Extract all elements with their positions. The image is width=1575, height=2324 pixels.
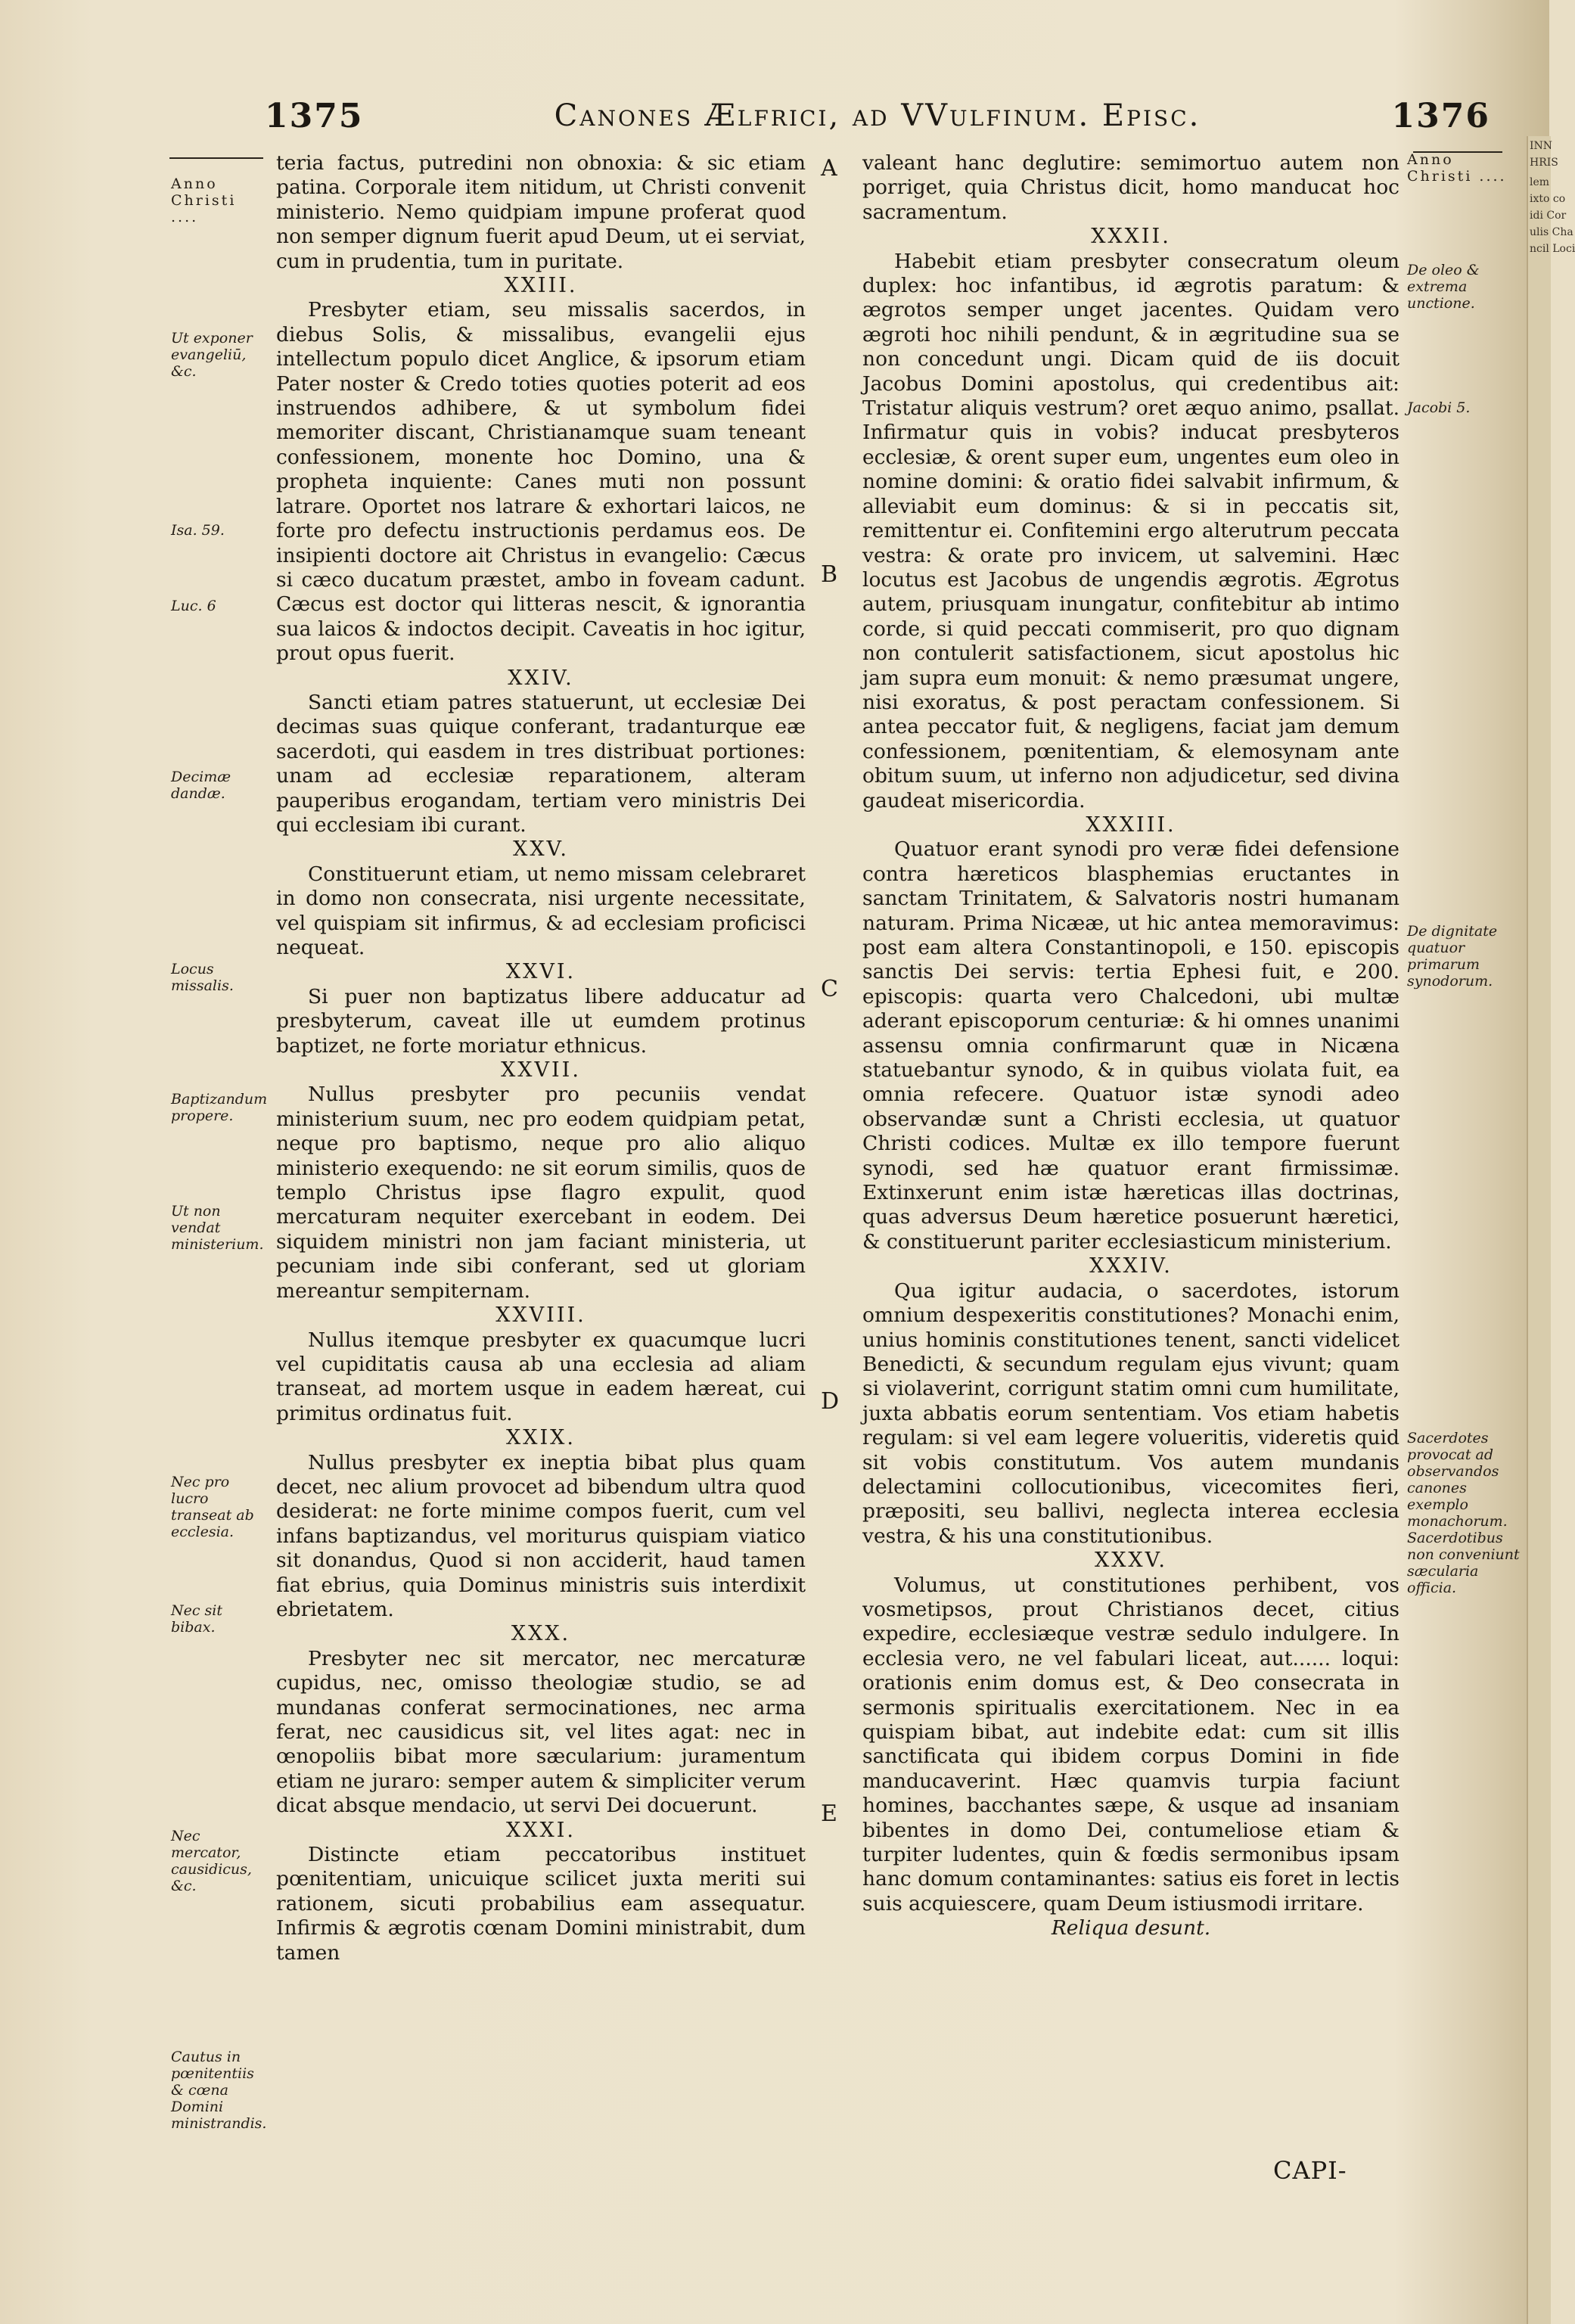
margin-note-left: Baptizandum propere. — [171, 1091, 268, 1124]
canon-paragraph: Habebit etiam presbyter consecratum oleum duplex: hoc infantibus, id ægrotis paratum: & ægrotos semper unget jacentes. Quidam vero ægroti hoc nihili pendunt, & in ægritudine sua se non concedunt ungi. Dicam quid de iis docuit Jacobus Domini apostolus, qui credentibus ait: Tristatur aliquis vestrum? oret æquo animo, psallat. Infirmatur quis in vobis? inducat presbyteros ecclesiæ, & orent super eum, ungentes eum oleo in nomine domini: & oratio fidei salvabit infirmum, & alleviabit eum dominus: & si in peccatis sit, remittentur ei. Confitemini ergo alterutrum peccata vestra: & orate pro invicem, ut salvemini. Hæc locutus est Jacobus de ungendis ægrotis. Ægrotus autem, priusquam inungatur, confitebitur ab intimo corde, si quid peccati commiserit, pro quo dignam non contulerit satisfactionem, sicut apostolus hic jam supra eum monuit: & nemo præsumat ungere, nisi exoratus, & post peractam confessionem. Si antea peccator fuit, & negligens, faciat jam demum confessionem, pœnitentiam, & elemosynam ante obitum suum, ut inferno non adjudicetur, sed divina gaudeat misericordia. — [862, 249, 1399, 812]
canon-number: XXV. — [513, 837, 569, 862]
margin-note-left: Locus missalis. — [171, 961, 234, 994]
canon-paragraph: Nullus presbyter pro pecuniis vendat ministerium suum, nec pro eodem quidpiam petat, neque pro baptismo, neque pro alio aliquo ministerio exequendo: ne sit eorum similis, quos de templo Christus ipse flagro expulit, quod mercaturam nequiter exercebant in eodem. Dei siquidem ministri non jam faciant ministeria, ut pecuniam inde sibi conferant, sed ut gloriam mereantur sempiternam. — [276, 1083, 806, 1303]
margin-note-left: Luc. 6 — [171, 598, 216, 614]
canon-paragraph: Sancti etiam patres statuerunt, ut ecclesiæ Dei decimas suas quique conferant, tradanturque eæ sacerdoti, qui easdem in tres distribuat portiones: unam ad ecclesiæ reparationem, alteram pauperibus erogandam, tertiam vero ministris Dei qui ecclesiam ibi curant. — [276, 690, 806, 837]
canon-number: XXIII. — [504, 274, 578, 298]
margin-note-right: Sacerdotes provocat ad observandos canones exemplo monachorum. Sacerdotibus non conveniunt sæcularia officia. — [1407, 1430, 1520, 1596]
margin-rule-left — [169, 157, 263, 159]
section-letter: C — [821, 976, 838, 1002]
left-column — [276, 151, 806, 1965]
edge-fragment: ulis Cha — [1530, 226, 1573, 238]
canon-number: XXXIII. — [1086, 812, 1176, 837]
margin-note-right: De oleo & extrema unctione. — [1407, 262, 1480, 312]
canon-paragraph: Si puer non baptizatus libere adducatur ad presbyterum, caveat ille ut eumdem protinus baptizet, ne forte moriatur ethnicus. — [276, 984, 806, 1058]
catchword: CAPI- — [1273, 2156, 1347, 2185]
edge-fragment: ixto co — [1530, 193, 1566, 205]
canon-number: XXXI. — [506, 1818, 576, 1842]
margin-note-right: Anno Christi .... — [1407, 151, 1507, 185]
canon-paragraph: teria factus, putredini non obnoxia: & sic etiam patina. Corporale item nitidum, ut Christi convenit ministerio. Nemo quidpiam impune proferat quod non semper dignum fuerit apud Deum, ut ei serviat, cum in prudentia, tum in puritate. — [276, 151, 806, 273]
margin-note-left: Isa. 59. — [171, 522, 225, 539]
canon-paragraph: Distincte etiam peccatoribus instituet pœnitentiam, unicuique scilicet juxta meriti sui rationem, sicuti probabilius eam assequatur. Infirmis & ægrotis cœnam Domini ministrabit, dum tamen — [276, 1843, 806, 1965]
margin-note-left: Nec sit bibax. — [171, 1602, 223, 1636]
edge-fragment: ncil Loci — [1530, 243, 1575, 255]
canon-number: XXVIII. — [495, 1303, 586, 1328]
section-letter: E — [821, 1800, 837, 1827]
edge-fragment: lem — [1530, 176, 1550, 188]
end-note: Reliqua desunt. — [1051, 1916, 1211, 1940]
margin-note-left: Cautus in pœnitentiis & cœna Domini ministrandis. — [171, 2049, 267, 2132]
margin-note-left: Anno Christi .... — [171, 176, 237, 225]
right-column — [862, 151, 1399, 1941]
edge-fragment: INN — [1530, 140, 1553, 152]
edge-fragment: idi Cor — [1530, 210, 1567, 222]
page-number-right: 1376 — [1391, 97, 1490, 135]
section-letter: A — [821, 155, 837, 182]
canon-paragraph: Quatuor erant synodi pro veræ fidei defensione contra hæreticos blasphemias eructantes in sanctam Trinitatem, & Salvatoris nostri humanam naturam. Prima Nicææ, ut hic antea memoravimus: post eam altera Constantinopoli, e 150. episcopis sanctis Dei servis: tertia Ephesi fuit, e 200. episcopis: quarta vero Chalcedoni, ubi multæ aderant episcoporum centuriæ: & hi omnes unanimi assensu omnia confirmarunt quæ in Nicæna statuebantur synodo, & in quibus violata fuit, ea omnia refecere. Quatuor istæ synodi adeo observandæ sunt a Christi ecclesia, ut quatuor Christi codices. Multæ ex illo tempore fuerunt synodi, sed hæ quatuor erant firmissimæ. Extinxerunt enim istæ hæreticas illas doctrinas, quas adversus Deum hæretice posuerunt hæretici, & constituerunt pariter ecclesiasticum ministerium. — [862, 837, 1399, 1254]
margin-note-left: Ut exponer evangeliū, &c. — [171, 330, 253, 380]
adjacent-page-edge — [1527, 136, 1575, 2324]
canon-paragraph: Constituerunt etiam, ut nemo missam celebraret in domo non consecrata, nisi urgente necessitate, vel quispiam sit infirmus, & ad ecclesiam proficisci nequeat. — [276, 862, 806, 959]
margin-note-right: Jacobi 5. — [1407, 399, 1471, 416]
canon-number: XXIV. — [508, 666, 574, 690]
canon-paragraph: Qua igitur audacia, o sacerdotes, istorum omnium despexeritis constitutiones? Monachi enim, unius hominis constitutiones tenent, sancti videlicet Benedicti, & secundum regulam ejus vivunt; quam si violaverint, corrigunt statim omni cum humilitate, juxta abbatis eorum sententiam. Vos etiam habetis regulam: si vel eam legere volueritis, videretis quid sit vobis constitutum. Vos autem mundanis delectamini collocutionibus, vicecomites fieri, præpositi, seu ballivi, neglecta interea ecclesia vestra, & his una constitutionibus. — [862, 1279, 1399, 1548]
margin-note-right: De dignitate quatuor primarum synodorum. — [1407, 923, 1498, 990]
canon-number: XXIX. — [506, 1426, 576, 1450]
canon-paragraph: Volumus, ut constitutiones perhibent, vos vosmetipsos, prout Christianos decet, citius expedire, ecclesiæque vestræ sedulo indulgere. In ecclesia vero, ne vel fabulari liceat, aut...... loqui: orationis enim domus est, & Deo consecrata in sermonis spiritualis exercitationem. Nec in ea quispiam bibat, aut indebite edat: cum sit illis sanctificata qui ibidem corpus Domini in fide manducaverint. Hæc quamvis turpia faciunt homines, bacchantes sæpe, & usque ad insaniam bibentes in domo Dei, contumeliose etiam & turpiter ludentes, quin & fœdis sermonibus ipsam hanc domum contaminantes: satius eis foret in lectis suis acquiescere, quam Deum istiusmodi irritare. — [862, 1573, 1399, 1915]
margin-note-left: Ut non vendat ministerium. — [171, 1203, 264, 1253]
section-letter: B — [821, 561, 838, 588]
canon-paragraph: Presbyter nec sit mercator, nec mercaturæ cupidus, nec, omisso theologiæ studio, se ad mundanas conferat sermocinationes, nec arma ferat, nec causidicus sit, vel lites agat: nec in œnopoliis bibat more sæcularium: juramentum etiam ne juraro: semper autem & simpliciter verum dicat absque mendacio, ut servi Dei docuerunt. — [276, 1646, 806, 1818]
canon-number: XXXIV. — [1089, 1254, 1173, 1279]
canon-number: XXX. — [511, 1622, 571, 1646]
margin-note-left: Decimæ dandæ. — [171, 769, 231, 802]
canon-paragraph: valeant hanc deglutire: semimortuo autem non porriget, quia Christus dicit, homo manducat hoc sacramentum. — [862, 151, 1399, 224]
canon-number: XXVI. — [505, 960, 576, 984]
canon-paragraph: Nullus presbyter ex ineptia bibat plus quam decet, nec alium provocet ad bibendum ultra quod desiderat: ne forte minime compos fuerit, cum vel infans baptizandus, vel moriturus quispiam viatico sit donandus, Quod si non acciderit, haud tamen fiat ebrius, quia Dominus ministris suis interdixit ebrietatem. — [276, 1450, 806, 1621]
canon-paragraph: Nullus itemque presbyter ex quacumque lucri vel cupiditatis causa ab una ecclesia ad aliam transeat, ad mortem usque in eadem hæreat, cui primitus ordinatus fuit. — [276, 1328, 806, 1425]
running-title: Canones Ælfrici, ad VVulfinum. Episc. — [554, 98, 1201, 133]
canon-number: XXVII. — [501, 1058, 581, 1083]
section-letter: D — [821, 1388, 840, 1415]
canon-number: XXXII. — [1091, 225, 1171, 249]
canon-number: XXXV. — [1094, 1549, 1168, 1573]
margin-note-left: Nec mercator, causidicus, &c. — [171, 1828, 252, 1894]
edge-fragment: HRIS — [1530, 157, 1558, 169]
running-header — [250, 97, 1505, 144]
page-number-left: 1375 — [265, 97, 364, 135]
margin-note-left: Nec pro lucro transeat ab ecclesia. — [171, 1474, 254, 1540]
canon-paragraph: Presbyter etiam, seu missalis sacerdos, in diebus Solis, & missalibus, evangelii ejus intellectum populo dicet Anglice, & ipsorum etiam Pater noster & Credo toties quoties poterit ad eos instruendos adhibere, & ut symbolum fidei memoriter discant, Christianamque suam teneant confessionem, monente hoc Domino, una & propheta inquiente: Canes muti non possunt latrare. Oportet nos latrare & exhortari laicos, ne forte pro defectu instructionis perdamus eos. De insipienti doctore ait Christus in evangelio: Cæcus si cæco ducatum præstet, ambo in foveam cadunt. Cæcus est doctor qui litteras nescit, & ignorantia sua laicos & indoctos decipit. Caveatis in hoc igitur, prout opus fuerit. — [276, 298, 806, 666]
